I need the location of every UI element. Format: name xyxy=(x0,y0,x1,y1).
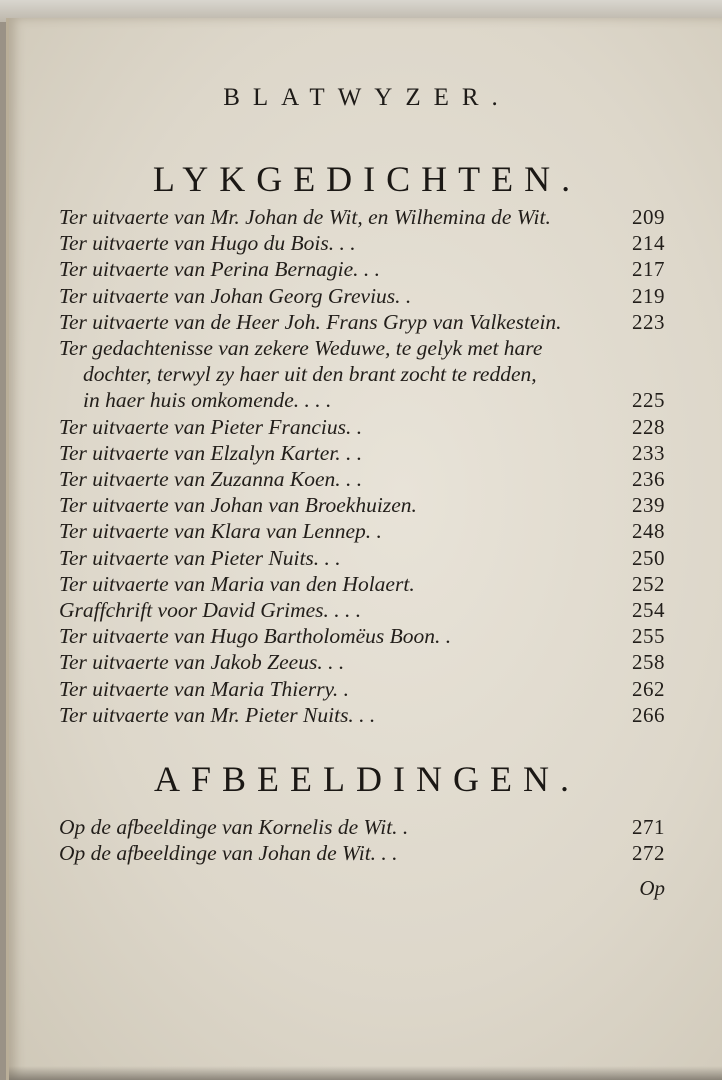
toc-entry-title-line: Ter uitvaerte van Mr. Pieter Nuits. . . xyxy=(59,702,376,727)
toc-entry xyxy=(9,256,722,282)
toc-entry xyxy=(9,309,722,335)
toc-entry-title-line: Ter uitvaerte van Johan van Broekhuizen. xyxy=(59,493,417,518)
toc-entry xyxy=(9,597,722,623)
toc-entry xyxy=(9,623,722,649)
toc-entry-page-number: 239 xyxy=(632,493,665,518)
toc-entry xyxy=(9,440,722,466)
toc-entry xyxy=(9,335,722,414)
toc-entry-title-line: dochter, terwyl zy haer uit den brant zocht te redden, xyxy=(83,362,537,387)
toc-entry-title-line: Ter uitvaerte van Perina Bernagie. . . xyxy=(59,257,381,282)
section-title-lykgedichten: LYKGEDICHTEN. xyxy=(152,159,582,199)
toc-entry-title-line: Ter uitvaerte van Pieter Nuits. . . xyxy=(59,545,341,570)
toc-entry xyxy=(9,814,722,840)
toc-entry xyxy=(9,283,722,309)
toc-entry-page-number: 266 xyxy=(632,702,665,727)
entries-list-lykgedichten xyxy=(9,204,722,728)
toc-entry xyxy=(9,466,722,492)
page-bottom-shadow xyxy=(9,1066,722,1080)
toc-entry-title-line: Graffchrift voor David Grimes. . . . xyxy=(59,598,362,623)
toc-entry-title-line: Ter uitvaerte van Maria Thierry. . xyxy=(59,676,350,701)
toc-entry-title-line: Op de afbeeldinge van Johan de Wit. . . xyxy=(59,841,398,866)
toc-entry-page-number: 254 xyxy=(632,598,665,623)
toc-entry-page-number: 255 xyxy=(632,624,665,649)
toc-entry xyxy=(9,414,722,440)
toc-entry-title-line: Op de afbeeldinge van Kornelis de Wit. . xyxy=(59,815,409,839)
book-page xyxy=(6,18,722,1080)
toc-entry-page-number: 252 xyxy=(632,571,665,596)
toc-entry xyxy=(9,230,722,256)
toc-entry-page-number: 250 xyxy=(632,545,665,570)
toc-entry-page-number: 258 xyxy=(632,650,665,675)
catchword: Op xyxy=(639,876,665,900)
toc-entry-title-line: in haer huis omkomende. . . . xyxy=(83,388,332,413)
toc-entry xyxy=(9,571,722,597)
toc-entry xyxy=(9,204,722,230)
toc-entry-page-number: 262 xyxy=(632,676,665,701)
toc-entry-title-line: Ter uitvaerte van Elzalyn Karter. . . xyxy=(59,440,363,465)
toc-entry-title-line: Ter uitvaerte van Pieter Francius. . xyxy=(59,414,363,439)
toc-entry xyxy=(9,676,722,702)
toc-entry-title-line: Ter uitvaerte van Zuzanna Koen. . . xyxy=(59,467,363,492)
toc-entry-title-line: Ter uitvaerte van de Heer Joh. Frans Gryp van Valkestein. xyxy=(59,309,562,334)
toc-entry-title-line: Ter uitvaerte van Hugo du Bois. . . xyxy=(59,231,356,256)
toc-entry xyxy=(9,702,722,728)
section-title-afbeeldingen: AFBEELDINGEN. xyxy=(154,759,580,799)
toc-entry-page-number: 272 xyxy=(632,841,665,866)
toc-entry-page-number: 219 xyxy=(632,283,665,308)
toc-entry-title-line: Ter uitvaerte van Hugo Bartholomëus Boon. . xyxy=(59,624,452,649)
toc-entry-title-line: Ter uitvaerte van Mr. Johan de Wit, en Wilhemina de Wit. xyxy=(59,205,551,229)
toc-entry-page-number: 228 xyxy=(632,414,665,439)
toc-entry-title-line: Ter uitvaerte van Klara van Lennep. . xyxy=(59,519,382,544)
toc-entry-page-number: 248 xyxy=(632,519,665,544)
toc-entry-page-number: 214 xyxy=(632,231,665,256)
toc-entry xyxy=(9,545,722,571)
entries-list-afbeeldingen xyxy=(9,814,722,866)
toc-entry-title-line: Ter uitvaerte van Johan Georg Grevius. . xyxy=(59,283,412,308)
toc-entry-page-number: 225 xyxy=(632,388,665,413)
toc-entry-page-number: 271 xyxy=(632,815,665,839)
toc-entry xyxy=(9,492,722,518)
toc-entry xyxy=(9,840,722,866)
toc-entry-page-number: 233 xyxy=(632,440,665,465)
toc-entry-title-line: Ter gedachtenisse van zekere Weduwe, te gelyk met hare xyxy=(59,336,543,361)
toc-entry-page-number: 217 xyxy=(632,257,665,282)
toc-entry-page-number: 223 xyxy=(632,309,665,334)
toc-entry-title-line: Ter uitvaerte van Jakob Zeeus. . . xyxy=(59,650,345,675)
running-head: BLATWYZER. xyxy=(223,84,511,111)
toc-entry-page-number: 236 xyxy=(632,467,665,492)
toc-entry-title-line: Ter uitvaerte van Maria van den Holaert. xyxy=(59,571,415,596)
toc-entry-page-number: 209 xyxy=(632,205,665,229)
toc-entry xyxy=(9,649,722,675)
toc-entry xyxy=(9,518,722,544)
